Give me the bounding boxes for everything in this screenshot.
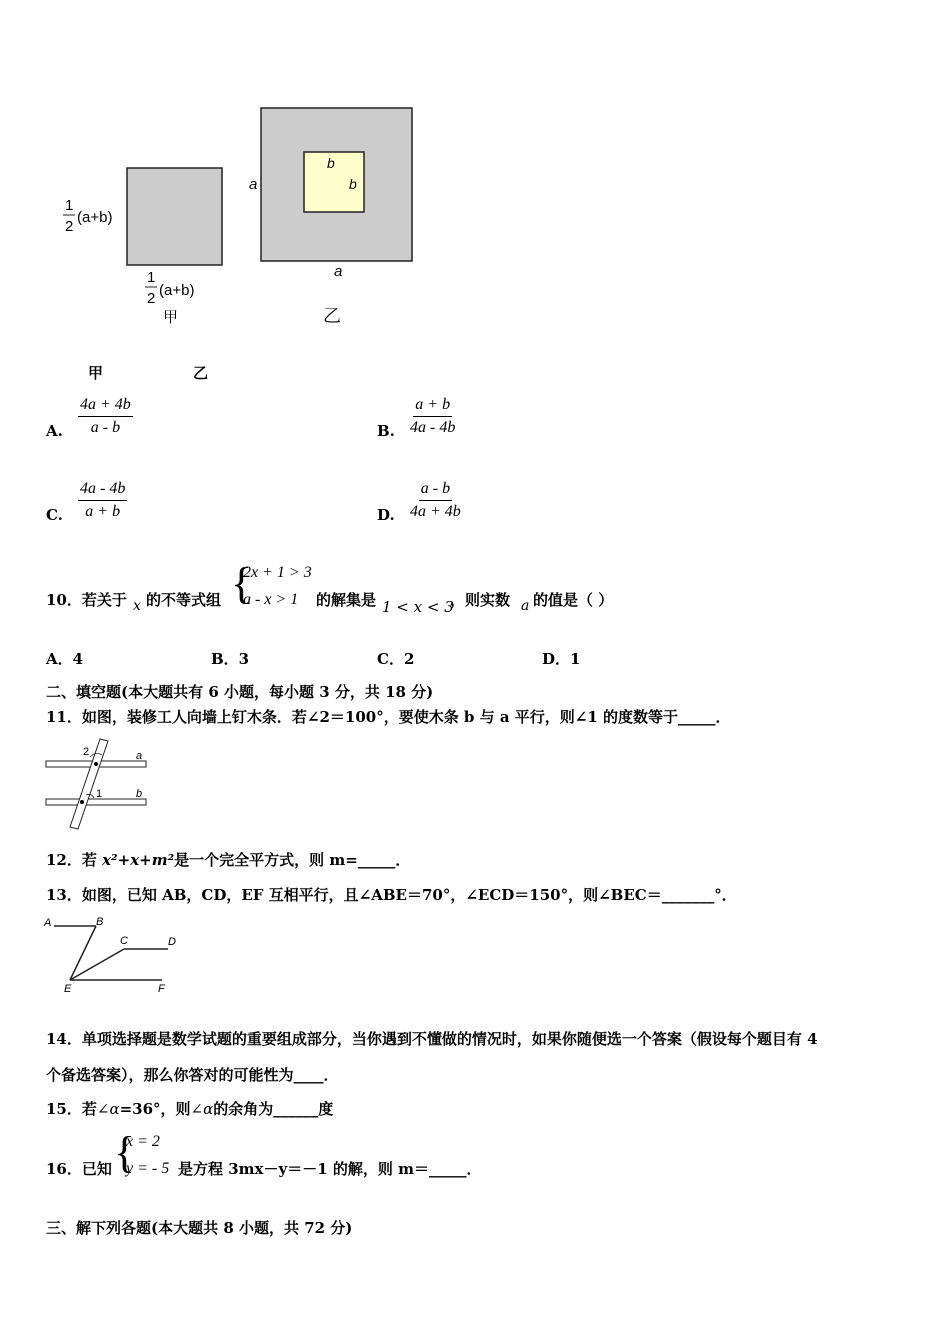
q9-option-c-den: a + b — [85, 503, 121, 520]
q10-mid: 的不等式组 — [146, 591, 222, 609]
q11-label-a: a — [136, 750, 143, 762]
q9-option-a-fraction — [78, 396, 133, 437]
q10-brace: { — [231, 559, 253, 608]
q16-eq1: x = 2 — [126, 1133, 160, 1150]
q10-solution-text: 的解集是 — [316, 591, 377, 609]
q14-line2: 个备选答案），那么你答对的可能性为____． — [46, 1066, 339, 1084]
q15-suffix: 的余角为______度 — [213, 1100, 334, 1118]
q15-angle2: ∠α — [190, 1100, 214, 1118]
q16-prefix: 16．已知 — [46, 1160, 112, 1178]
q10-option-c: C．2 — [377, 650, 415, 668]
jia-left-half-num: 1 — [65, 197, 74, 214]
jia-bottom-side-label: (a+b) — [159, 282, 195, 299]
q9-option-a-label: A. — [46, 422, 63, 440]
q16-eq2: y = - 5 — [126, 1160, 170, 1177]
yi-outer-bottom-label: a — [334, 263, 343, 280]
q13-figure — [40, 912, 185, 997]
q9-option-b-num: a + b — [413, 396, 452, 417]
jia-figure-label: 甲 — [163, 309, 179, 326]
q12-prefix: 12．若 — [46, 851, 103, 869]
section2-heading: 二、填空题(本大题共有 6 小题，每小题 3 分，共 18 分) — [46, 683, 434, 701]
q11-label-1: 1 — [96, 788, 103, 800]
q12-line — [46, 849, 410, 870]
q10-eq1: 2x + 1 > 3 — [243, 564, 312, 581]
q13-label-B: B — [96, 916, 104, 928]
q11-text: 11．如图，装修工人向墙上钉木条．若∠2＝100°，要使木条 b 与 a 平行，则∠1 的度数等于_____． — [46, 708, 731, 726]
q13-label-F: F — [158, 983, 165, 995]
q9-option-d-num: a - b — [419, 480, 452, 501]
q10-inequality-system — [231, 559, 312, 616]
q13-text: 13．如图，已知 AB，CD，EF 互相平行，且∠ABE＝70°，∠ECD＝150°，则∠BEC＝_______°． — [46, 886, 737, 904]
yi-inner-top-label: b — [327, 155, 335, 171]
q10-solution: 1 < x < 3 — [382, 598, 454, 616]
q11-label-2: 2 — [83, 746, 90, 758]
q9-option-d-label: D. — [377, 506, 395, 524]
q9-option-d-fraction — [408, 480, 463, 521]
q10-prefix: 10．若关于 — [46, 591, 127, 609]
q10-option-d: D．1 — [542, 650, 581, 668]
section3-heading: 三、解下列各题(本大题共 8 小题，共 72 分) — [46, 1219, 353, 1237]
q16-equation-system — [114, 1128, 180, 1185]
jia-left-side-label: (a+b) — [77, 209, 113, 226]
q12-expr: x²+x+m² — [102, 851, 175, 869]
q10-option-a: A．4 — [46, 650, 84, 668]
q9-option-d-den: 4a + 4b — [410, 503, 461, 520]
caption-yi: 乙 — [193, 364, 209, 382]
q10-option-b: B．3 — [211, 650, 250, 668]
q15-line — [46, 1098, 333, 1119]
q9-option-c-num: 4a - 4b — [78, 480, 127, 501]
q9-option-c-label: C. — [46, 506, 63, 524]
q15-prefix: 15．若 — [46, 1100, 97, 1118]
area-figure — [55, 100, 435, 335]
q12-suffix: 是一个完全平方式，则 m=_____． — [174, 851, 411, 869]
q10-eq2: a - x > 1 — [243, 591, 299, 608]
q16-brace: { — [114, 1128, 136, 1177]
yi-outer-side-label: a — [249, 176, 258, 193]
q16-suffix: 是方程 3mx－y＝－1 的解，则 m＝_____． — [178, 1160, 482, 1178]
q10-var-a: a — [521, 598, 530, 614]
q13-label-A: A — [44, 917, 52, 929]
jia-bottom-half-num: 1 — [147, 269, 156, 286]
q9-option-b-den: 4a - 4b — [410, 419, 456, 436]
q13-label-E: E — [64, 983, 72, 995]
jia-bottom-half-den: 2 — [147, 290, 156, 307]
q11-figure — [40, 735, 160, 835]
q10-suffix1: ，则实数 — [450, 591, 511, 609]
jia-left-half-den: 2 — [65, 218, 74, 235]
q9-option-a-num: 4a + 4b — [78, 396, 133, 417]
q11-label-b: b — [136, 788, 143, 800]
q9-option-c-fraction — [78, 480, 127, 521]
q9-option-b-label: B. — [377, 422, 395, 440]
q13-label-C: C — [120, 935, 128, 947]
q10-var-x: x — [133, 598, 141, 614]
yi-inner-right-label: b — [349, 176, 357, 192]
yi-figure-label: 乙 — [323, 306, 341, 326]
q10-suffix2: 的值是（ ） — [533, 591, 614, 609]
q13-label-D: D — [168, 936, 176, 948]
caption-jia: 甲 — [88, 364, 104, 382]
q15-angle1: ∠α — [96, 1100, 120, 1118]
jia-square — [127, 168, 222, 265]
q9-option-a-den: a - b — [90, 419, 121, 436]
q15-mid: =36°，则 — [119, 1100, 191, 1118]
q9-option-b-fraction — [408, 396, 457, 437]
q14-line1: 14．单项选择题是数学试题的重要组成部分，当你遇到不懂做的情况时，如果你随便选一个答案（假设每个题目有 4 — [46, 1030, 818, 1048]
